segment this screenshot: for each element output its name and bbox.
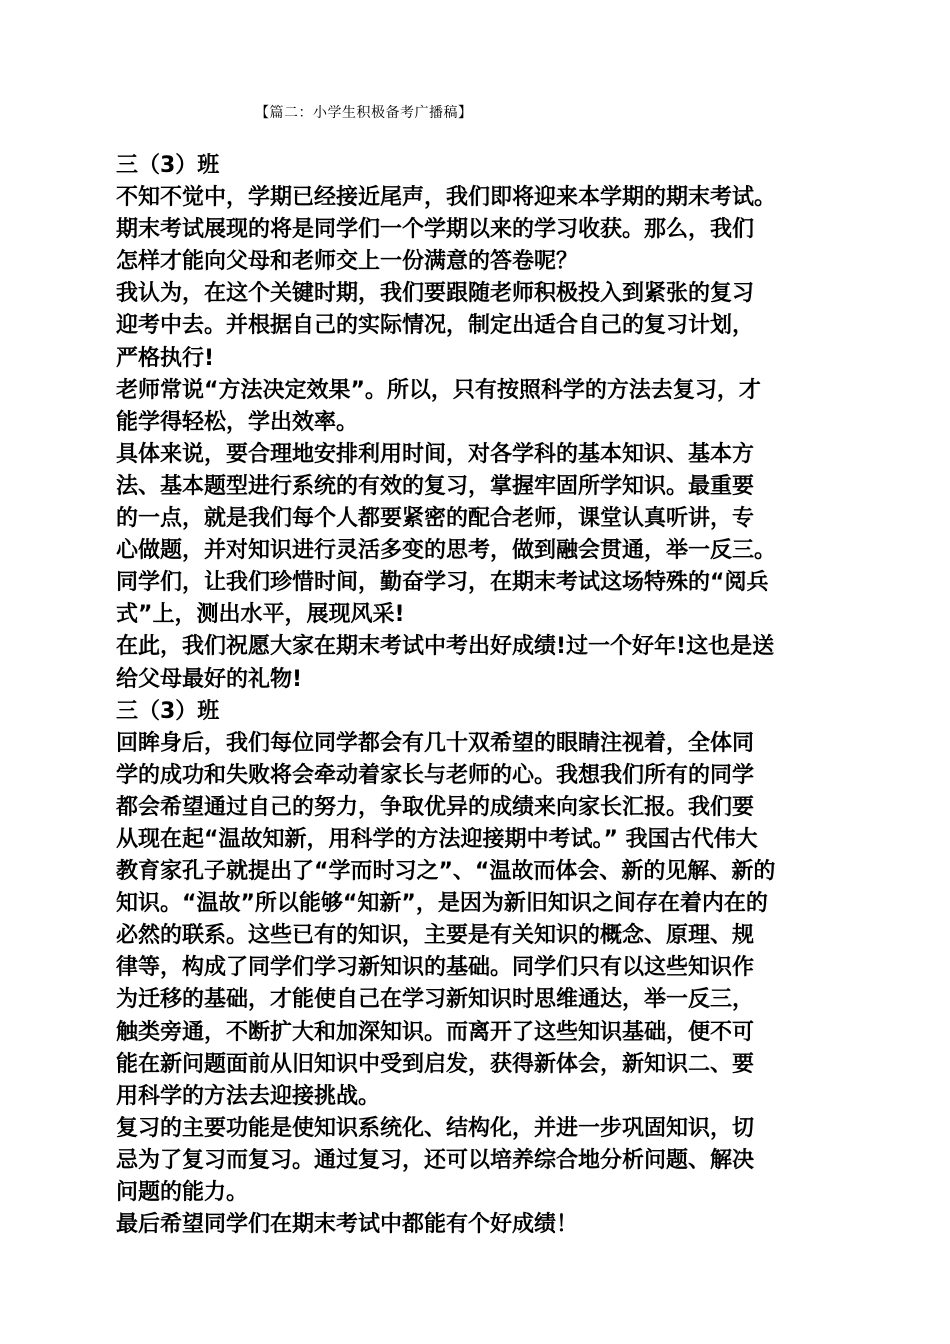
text-line: 触类旁通，不断扩大和加深知识。而离开了这些知识基础，便不可 (116, 1019, 755, 1045)
text-line: 学的成功和失败将会牵动着家长与老师的心。我想我们所有的同学 (116, 762, 755, 788)
text-line: 心做题，并对知识进行灵活多变的思考，做到融会贯通，举一反三。 (116, 538, 777, 564)
text-line: 律等，构成了同学们学习新知识的基础。同学们只有以这些知识作 (116, 955, 755, 981)
text-line: 严格执行! (116, 345, 215, 371)
text-line: 迎考中去。并根据自己的实际情况，制定出适合自己的复习计划， (116, 313, 755, 339)
text-line: 的一点，就是我们每个人都要紧密的配合老师，课堂认真听讲，专 (116, 506, 755, 532)
text-line: 复习的主要功能是使知识系统化、结构化，并进一步巩固知识，切 (116, 1115, 755, 1141)
text-line: 忌为了复习而复习。通过复习，还可以培养综合地分析问题、解决 (116, 1147, 755, 1173)
text-line: 同学们，让我们珍惜时间，勤奋学习，在期末考试这场特殊的“阅兵 (116, 570, 769, 596)
text-line: 回眸身后，我们每位同学都会有几十双希望的眼睛注视着，全体同 (116, 730, 755, 756)
text-line: 在此，我们祝愿大家在期末考试中考出好成绩!过一个好年!这也是送 (116, 634, 775, 660)
text-line: 教育家孔子就提出了“学而时习之”、“温故而体会、新的见解、新的 (116, 859, 776, 885)
text-line: 法、基本题型进行系统的有效的复习，掌握牢固所学知识。最重要 (116, 473, 755, 499)
text-line: 给父母最好的礼物! (116, 666, 303, 692)
text-line: 用科学的方法去迎接挑战。 (116, 1083, 381, 1109)
text-line: 期末考试展现的将是同学们一个学期以来的学习收获。那么，我们 (116, 217, 755, 243)
text-line: 从现在起“温故知新，用科学的方法迎接期中考试。” 我国古代伟大 (116, 826, 758, 852)
text-line: 能学得轻松，学出效率。 (116, 409, 359, 435)
text-line: 知识。“温故”所以能够“知新”，是因为新旧知识之间存在着内在的 (116, 891, 768, 917)
document-body (116, 150, 836, 1241)
text-line: 最后希望同学们在期末考试中都能有个好成绩！ (116, 1212, 579, 1238)
text-line: 能在新问题面前从旧知识中受到启发，获得新体会，新知识二、要 (116, 1051, 755, 1077)
text-line: 必然的联系。这些已有的知识，主要是有关知识的概念、原理、规 (116, 923, 755, 949)
text-line: 都会希望通过自己的努力，争取优异的成绩来向家长汇报。我们要 (116, 794, 755, 820)
text-line: 具体来说，要合理地安排利用时间，对各学科的基本知识、基本方 (116, 441, 755, 467)
text-line: 三（3）班 (116, 153, 220, 178)
document-header: 【篇二：小学生积极备考广播稿】 (255, 105, 473, 121)
text-line: 不知不觉中，学期已经接近尾声，我们即将迎来本学期的期末考试。 (116, 185, 777, 211)
text-line: 我认为，在这个关键时期，我们要跟随老师积极投入到紧张的复习 (116, 281, 755, 307)
text-line: 老师常说“方法决定效果”。所以，只有按照科学的方法去复习，才 (116, 377, 761, 403)
text-line: 三（3）班 (116, 698, 220, 724)
text-line: 式”上，测出水平，展现风采! (116, 602, 405, 628)
text-line: 为迁移的基础，才能使自己在学习新知识时思维通达，举一反三， (116, 987, 755, 1013)
text-line: 问题的能力。 (116, 1180, 249, 1205)
text-line: 怎样才能向父母和老师交上一份满意的答卷呢？ (116, 249, 579, 275)
